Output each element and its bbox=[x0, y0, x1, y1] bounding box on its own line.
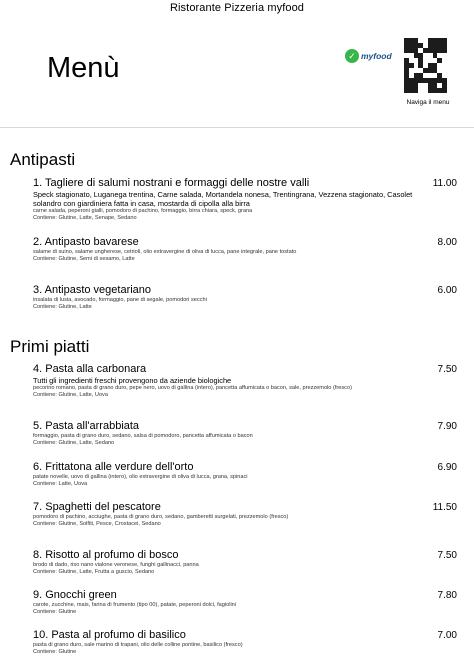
item-name: 1. Tagliere di salumi nostrani e formaggi delle nostre valli bbox=[33, 177, 310, 189]
logo-icon: ✓ bbox=[345, 49, 359, 63]
item-name: 8. Risotto al profumo di bosco bbox=[33, 549, 179, 561]
item-ingredients: salame di suino, salame ungherese, cetrioli, olio extravergine di oliva di lucca, pane integrale, pane tostato bbox=[33, 249, 297, 255]
menu-title: Menù bbox=[47, 52, 120, 84]
item-ingredients: pecorino romano, pasta di grano duro, pepe nero, uovo di gallina (intero), pancetta affumicata o bacon, sale, prezzemolo (fresco) bbox=[33, 385, 352, 391]
item-ingredients: carne salada, peperoni gialli, pomodoro di pachino, formaggio, birra chiara, speck, grana bbox=[33, 208, 253, 214]
item-name: 2. Antipasto bavarese bbox=[33, 236, 139, 248]
logo-text: myfood bbox=[361, 51, 392, 61]
header-divider bbox=[0, 127, 474, 128]
item-price: 7.50 bbox=[437, 364, 457, 375]
menu-item bbox=[33, 589, 433, 616]
item-name: 7. Spaghetti del pescatore bbox=[33, 501, 161, 513]
item-allergens: Contiene: Glutine, Latte, Sedano bbox=[33, 440, 115, 446]
qr-code[interactable] bbox=[404, 38, 447, 93]
menu-item bbox=[33, 549, 433, 576]
menu-item bbox=[33, 236, 433, 263]
menu-item bbox=[33, 461, 433, 488]
item-name: 9. Gnocchi green bbox=[33, 589, 117, 601]
item-name: 5. Pasta all'arrabbiata bbox=[33, 420, 140, 432]
myfood-logo bbox=[345, 46, 393, 66]
item-ingredients: carote, zucchine, mais, farina di frumento (tipo 00), patate, peperoni dolci, fagiolini bbox=[33, 602, 237, 608]
section-title-antipasti: Antipasti bbox=[10, 150, 76, 169]
menu-item bbox=[33, 420, 433, 447]
menu-item bbox=[33, 501, 433, 528]
item-price: 8.00 bbox=[437, 237, 457, 248]
item-price: 7.50 bbox=[437, 550, 457, 561]
item-price: 6.00 bbox=[437, 285, 457, 296]
menu-item bbox=[33, 177, 433, 222]
qr-caption[interactable]: Naviga il menu bbox=[406, 99, 450, 106]
item-name: 4. Pasta alla carbonara bbox=[33, 363, 147, 375]
item-allergens: Contiene: Glutine bbox=[33, 649, 77, 655]
qr-module bbox=[442, 88, 447, 93]
item-allergens: Contiene: Glutine, Semi di sesamo, Latte bbox=[33, 256, 135, 262]
item-ingredients: pomodoro di pachino, acciughe, pasta di grano duro, sedano, gamberetti surgelati, prezzemolo (fresco) bbox=[33, 514, 289, 520]
item-ingredients: insalata di lusia, avocado, formaggio, pane di segale, pomodori secchi bbox=[33, 297, 207, 303]
item-price: 11.00 bbox=[432, 178, 457, 189]
item-allergens: Contiene: Glutine, Latte, Frutta a guscio, Sedano bbox=[33, 569, 155, 575]
item-intro: Tutti gli ingredienti freschi provengono da aziende biologiche bbox=[33, 376, 232, 385]
item-price: 7.90 bbox=[437, 421, 457, 432]
restaurant-name: Ristorante Pizzeria myfood bbox=[169, 2, 305, 14]
item-ingredients: brodo di dado, riso nano vialone veronese, funghi gallinacci, panna bbox=[33, 562, 199, 568]
section-title-primi-piatti: Primi piatti bbox=[10, 337, 90, 356]
item-ingredients: patate novelle, uovo di gallina (intero), olio extravergine di oliva di lucca, grana, spinaci bbox=[33, 474, 248, 480]
item-allergens: Contiene: Glutine, Latte, Uova bbox=[33, 392, 108, 398]
item-price: 7.00 bbox=[437, 630, 457, 641]
item-price: 7.80 bbox=[437, 590, 457, 601]
menu-item bbox=[33, 284, 433, 311]
menu-item bbox=[33, 629, 433, 656]
menu-item bbox=[33, 363, 433, 399]
item-name: 3. Antipasto vegetariano bbox=[33, 284, 152, 296]
item-allergens: Contiene: Glutine, Latte bbox=[33, 304, 92, 310]
item-name: 10. Pasta al profumo di basilico bbox=[33, 629, 186, 641]
item-price: 11.50 bbox=[432, 502, 457, 513]
item-ingredients: formaggio, pasta di grano duro, sedano, salsa di pomodoro, pancetta affumicata o bacon bbox=[33, 433, 253, 439]
item-allergens: Contiene: Glutine, Latte, Senape, Sedano bbox=[33, 215, 137, 221]
item-allergens: Contiene: Glutine bbox=[33, 609, 77, 615]
item-allergens: Contiene: Glutine, Solfiti, Pesce, Crostacei, Sedano bbox=[33, 521, 161, 527]
item-price: 6.90 bbox=[437, 462, 457, 473]
item-ingredients: pasta di grano duro, sale marino di trapani, olio delle colline pontine, basilico (fresco) bbox=[33, 642, 243, 648]
item-allergens: Contiene: Latte, Uova bbox=[33, 481, 88, 487]
item-name: 6. Frittatona alle verdure dell'orto bbox=[33, 461, 194, 473]
item-intro: Speck stagionato, Luganega trentina, Carne salada, Mortandela nonesa, Trentingrana, Vezzena stagionato, Casolet solandro con giardiniera fatta in casa, mostarda di cipolla alla birra bbox=[33, 190, 413, 208]
